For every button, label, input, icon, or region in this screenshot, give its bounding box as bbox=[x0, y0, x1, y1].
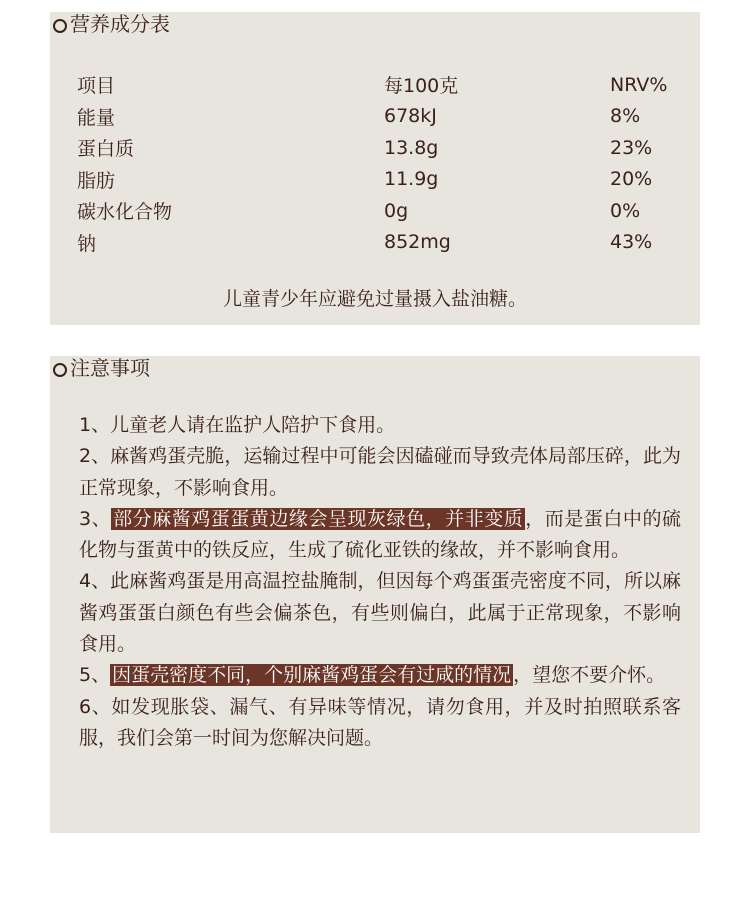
nutrient-amount: 11.9g bbox=[384, 168, 439, 191]
notice-title-text: 注意事项 bbox=[70, 356, 150, 380]
nutrition-footer-note: 儿童青少年应避免过量摄入盐油糖。 bbox=[222, 288, 527, 310]
header-nrv: NRV% bbox=[610, 73, 668, 96]
notice-item-number: 3、 bbox=[79, 507, 112, 530]
notice-item-1 bbox=[79, 410, 681, 441]
nutrient-name: 碳水化合物 bbox=[77, 201, 173, 224]
nutrition-title-text: 营养成分表 bbox=[70, 12, 170, 36]
notice-item-5 bbox=[79, 660, 681, 691]
nutrition-row-sodium bbox=[77, 227, 677, 259]
nutrition-row-carbohydrate bbox=[77, 195, 677, 227]
notice-section-title bbox=[53, 356, 150, 380]
nutrient-nrv: 0% bbox=[610, 199, 641, 222]
notice-item-2 bbox=[79, 441, 681, 504]
notice-item-text: 4、此麻酱鸡蛋是用高温控盐腌制，但因每个鸡蛋蛋壳密度不同，所以麻酱鸡蛋蛋白颜色有些会偏茶色，有些则偏白，此属于正常现象，不影响食用。 bbox=[79, 570, 681, 656]
circle-outline-icon bbox=[53, 19, 67, 33]
header-per-100g: 每100克 bbox=[384, 75, 459, 98]
notice-item-text: 6、如发现胀袋、漏气、有异味等情况，请勿食用，并及时拍照联系客服，我们会第一时间为您解决问题。 bbox=[79, 695, 681, 749]
nutrition-table bbox=[77, 69, 677, 258]
nutrient-nrv: 23% bbox=[610, 136, 653, 159]
nutrient-amount: 678kJ bbox=[384, 105, 437, 128]
notice-panel bbox=[50, 356, 700, 833]
notice-item-3 bbox=[79, 504, 681, 567]
notice-item-highlight: 部分麻酱鸡蛋蛋黄边缘会呈现灰绿色，并非变质 bbox=[113, 507, 524, 530]
nutrient-nrv: 20% bbox=[610, 168, 653, 191]
circle-outline-icon bbox=[53, 363, 67, 377]
nutrition-row-energy bbox=[77, 101, 677, 133]
notice-item-text: ，望您不要介怀。 bbox=[513, 664, 666, 687]
nutrient-amount: 13.8g bbox=[384, 136, 439, 159]
notice-item-6 bbox=[79, 692, 681, 755]
notice-item-text: ，而是蛋白中的硫化物与蛋黄中的铁反应，生成了硫化亚铁的缘故，并不影响食用。 bbox=[79, 507, 681, 562]
nutrient-name: 蛋白质 bbox=[77, 138, 135, 161]
nutrient-name: 脂肪 bbox=[77, 169, 116, 192]
nutrient-amount: 0g bbox=[384, 199, 409, 222]
nutrient-name: 能量 bbox=[77, 106, 116, 129]
notice-item-number: 5、 bbox=[79, 664, 111, 687]
nutrient-name: 钠 bbox=[77, 232, 97, 255]
header-item: 项目 bbox=[77, 75, 116, 98]
nutrition-row-fat bbox=[77, 164, 677, 196]
nutrition-row-protein bbox=[77, 132, 677, 164]
nutrition-panel bbox=[50, 12, 700, 325]
notice-item-4 bbox=[79, 566, 681, 660]
nutrient-nrv: 8% bbox=[610, 105, 641, 128]
nutrition-section-title bbox=[53, 12, 170, 36]
notice-list bbox=[79, 410, 681, 754]
notice-item-text: 1、儿童老人请在监护人陪护下食用。 bbox=[79, 414, 396, 436]
nutrient-amount: 852mg bbox=[384, 231, 451, 254]
notice-item-highlight: 因蛋壳密度不同，个别麻酱鸡蛋会有过咸的情况 bbox=[112, 664, 512, 687]
nutrient-nrv: 43% bbox=[610, 231, 653, 254]
nutrition-header-row bbox=[77, 69, 677, 101]
notice-item-text: 2、麻酱鸡蛋壳脆，运输过程中可能会因磕碰而导致壳体局部压碎，此为正常现象，不影响食用。 bbox=[79, 445, 681, 499]
